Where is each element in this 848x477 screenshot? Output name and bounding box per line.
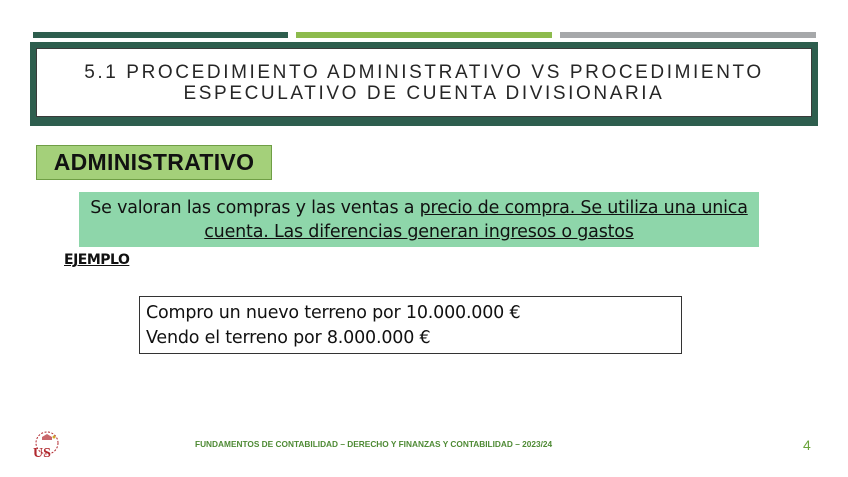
example-line-2: Vendo el terreno por 8.000.000 € (146, 328, 431, 348)
logo-lettering: US (33, 446, 51, 460)
slide-title-line-1: 5.1 PROCEDIMIENTO ADMINISTRATIVO VS PROCEDIMIENTO (84, 61, 764, 83)
slide-title (84, 62, 764, 104)
example-heading: EJEMPLO (64, 252, 130, 268)
top-bar-dark-green (33, 32, 288, 38)
definition-text: Se valoran las compras y las ventas a (90, 198, 420, 218)
title-box (36, 48, 812, 117)
definition-text-underlined: precio de compra. Se utiliza una unica cuenta. Las diferencias generan ingresos o gastos (204, 198, 748, 242)
top-bar-light-green (296, 32, 552, 38)
slide-title-line-2: ESPECULATIVO DE CUENTA DIVISIONARIA (183, 82, 665, 104)
title-frame (30, 42, 818, 126)
example-line-1: Compro un nuevo terreno por 10.000.000 € (146, 303, 521, 323)
top-bar-grey (560, 32, 816, 38)
page-number: 4 (803, 437, 811, 453)
definition-box (79, 192, 759, 247)
university-seal-icon (30, 430, 62, 460)
footer-text: FUNDAMENTOS DE CONTABILIDAD – DERECHO Y FINANZAS Y CONTABILIDAD – 2023/24 (195, 439, 553, 449)
section-label: ADMINISTRATIVO (36, 145, 272, 180)
example-box (139, 296, 682, 354)
